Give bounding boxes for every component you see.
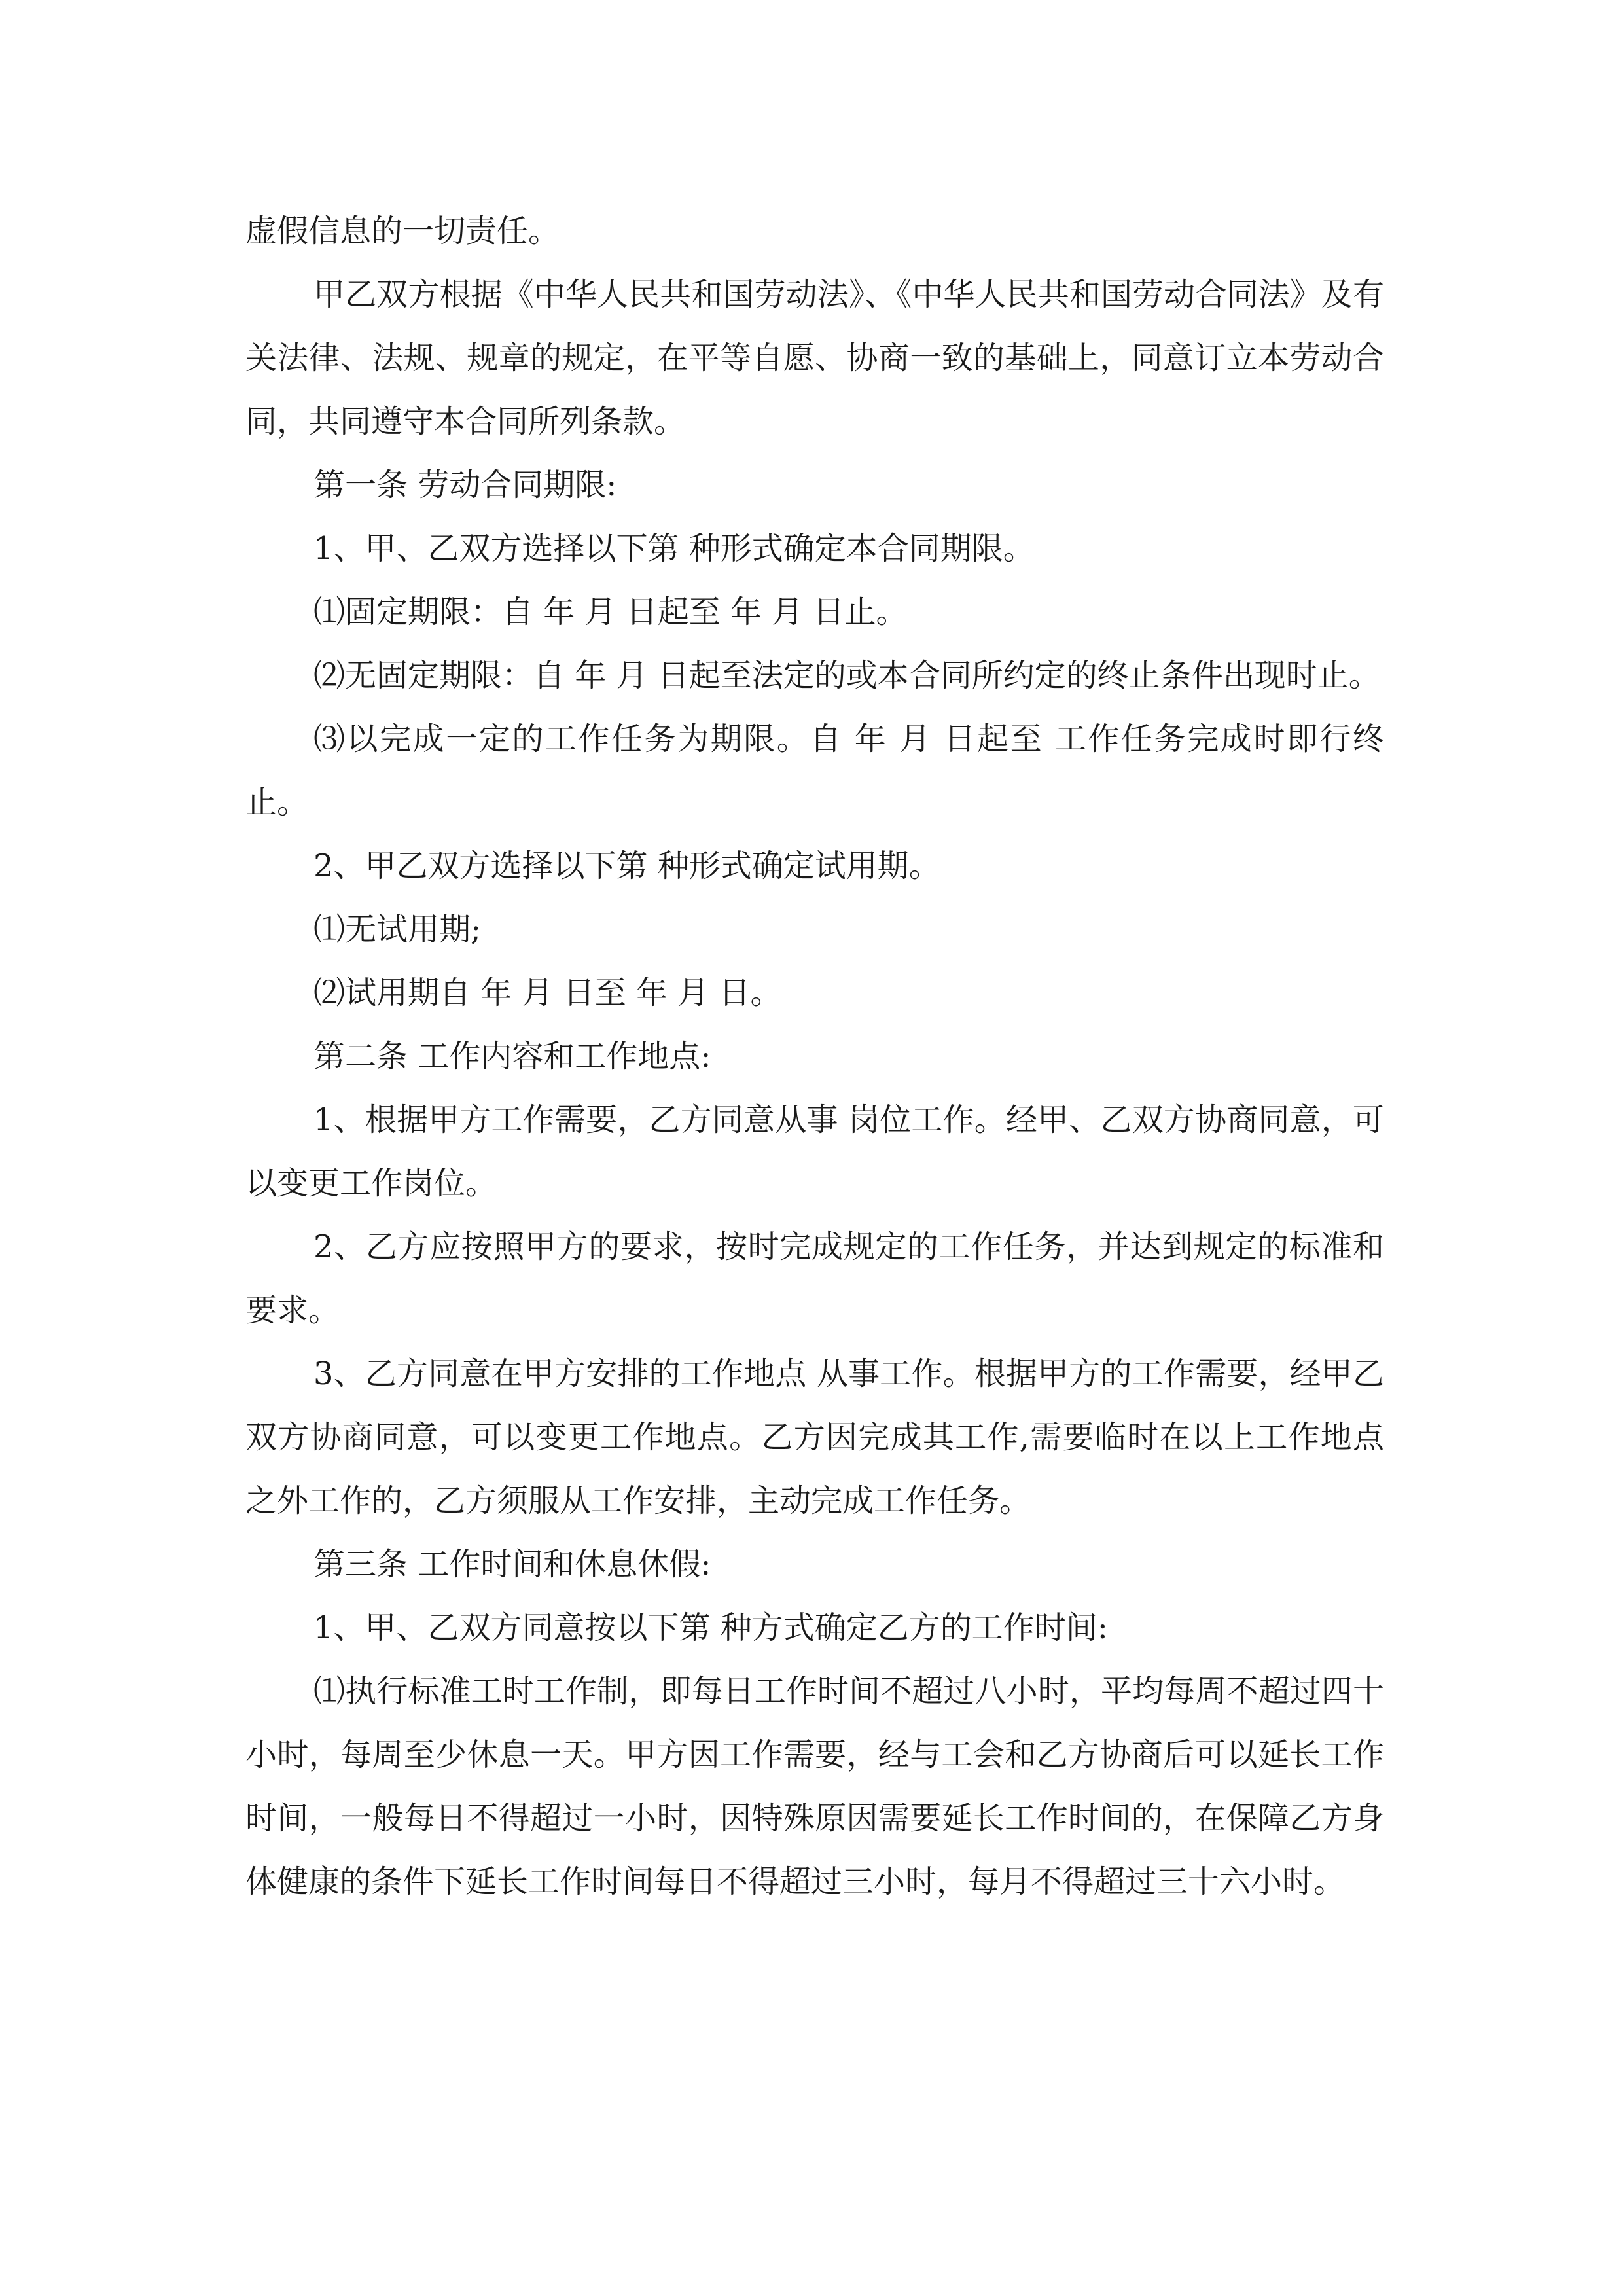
- paragraph: 3、乙方同意在甲方安排的工作地点 从事工作。根据甲方的工作需要，经甲乙双方协商同意，可以变更工作地点。乙方因完成其工作,需要临时在以上工作地点之外工作的，乙方须服从工作安排，主动完成工作任务。: [245, 1355, 1384, 1519]
- paragraph: 虚假信息的一切责任。: [245, 213, 560, 249]
- section-heading: 第三条 工作时间和休息休假:: [313, 1546, 711, 1583]
- paragraph: 2、乙方应按照甲方的要求，按时完成规定的工作任务，并达到规定的标准和要求。: [245, 1229, 1384, 1329]
- paragraph: ⑵试用期自 年 月 日至 年 月 日。: [313, 975, 782, 1011]
- section-heading: 第二条 工作内容和工作地点:: [313, 1038, 711, 1075]
- paragraph: 2、甲乙双方选择以下第 种形式确定试用期。: [313, 848, 940, 884]
- paragraph: 1、甲、乙双方同意按以下第 种方式确定乙方的工作时间:: [313, 1609, 1108, 1646]
- paragraph: 1、甲、乙双方选择以下第 种形式确定本合同期限。: [313, 530, 1035, 567]
- paragraph: ⑵无固定期限：自 年 月 日起至法定的或本合同所约定的终止条件出现时止。: [313, 657, 1380, 694]
- paragraph: 甲乙双方根据《中华人民共和国劳动法》、《中华人民共和国劳动合同法》及有关法律、法规、规章的规定，在平等自愿、协商一致的基础上，同意订立本劳动合同，共同遵守本合同所列条款。: [245, 276, 1384, 440]
- paragraph: 1、根据甲方工作需要，乙方同意从事 岗位工作。经甲、乙双方协商同意，可以变更工作岗位。: [245, 1102, 1384, 1202]
- paragraph: ⑴无试用期;: [313, 911, 482, 948]
- section-heading: 第一条 劳动合同期限:: [313, 467, 617, 503]
- paragraph: ⑴固定期限：自 年 月 日起至 年 月 日止。: [313, 594, 908, 630]
- paragraph: ⑶以完成一定的工作任务为期限。自 年 月 日起至 工作任务完成时即行终止。: [245, 721, 1384, 821]
- document-body: [245, 200, 1384, 1914]
- paragraph: ⑴执行标准工时工作制，即每日工作时间不超过八小时，平均每周不超过四十小时，每周至少休息一天。甲方因工作需要，经与工会和乙方协商后可以延长工作时间，一般每日不得超过一小时，因特殊原因需要延长工作时间的，在保障乙方身体健康的条件下延长工作时间每日不得超过三小时，每月不得超过三十六小时。: [245, 1673, 1384, 1900]
